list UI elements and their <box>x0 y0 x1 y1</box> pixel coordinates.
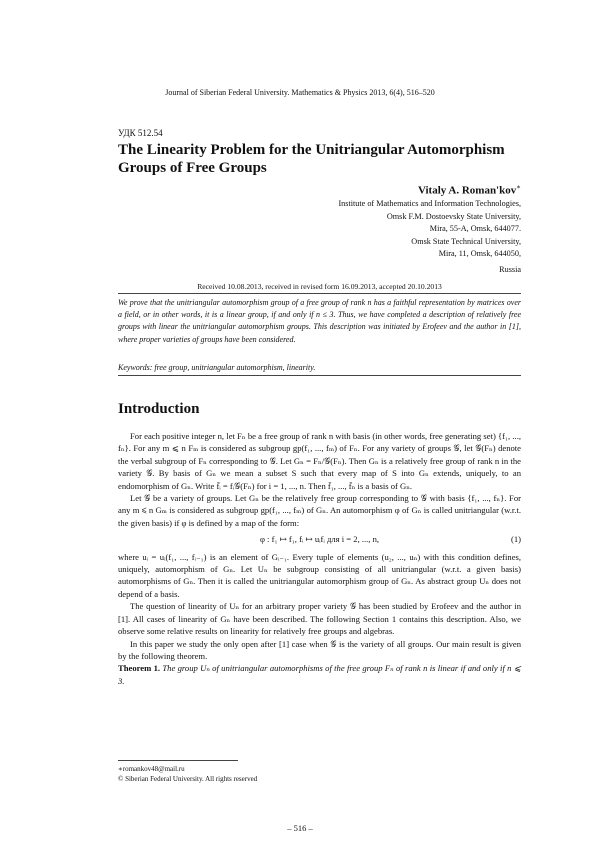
affiliation-line: Mira, 11, Omsk, 644050, <box>438 249 521 259</box>
affiliation-line: Omsk State Technical University, <box>411 236 521 246</box>
paragraph: The question of linearity of Uₙ for an arbitrary proper variety 𝒢 has been studied by Erofeev and the author in [1]. All cases of linearity of Gₙ have been described. The following Section 1 contains this description. Also, we observe some relative results on linearity for relatively free groups and algebras. <box>118 601 521 637</box>
equation-1 <box>118 533 521 545</box>
journal-header: Journal of Siberian Federal University. Mathematics & Physics 2013, 6(4), 516–520 <box>165 88 435 97</box>
paragraph: For each positive integer n, let Fₙ be a free group of rank n with basis (in other words, free generating set) {f₁, ..., fₙ}. For any m ⩽ n Fₘ is considered as subgroup gp(f₁, ..., fₘ) of Fₙ. For any variety of groups 𝒢, let 𝒢(Fₙ) denote the verbal subgroup of Fₙ corresponding to 𝒢. Let Gₙ = Fₙ/𝒢(Fₙ). Then Gₙ is a relatively free group of rank n in the variety 𝒢. By basis of Gₙ we mean a subset S such that every map of S into Gₙ extends, uniquely, to an endomorphism of Gₙ. Write f̄ᵢ = fᵢ𝒢(Fₙ) for i = 1, ..., n. Then f̄₁, ..., f̄ₙ is a basis of Gₙ. <box>118 431 521 491</box>
keywords: Keywords: free group, unitriangular automorphism, linearity. <box>118 363 316 372</box>
received-dates: Received 10.08.2013, received in revised form 16.09.2013, accepted 20.10.2013 <box>197 282 442 291</box>
introduction-body <box>118 430 521 687</box>
paragraph: In this paper we study the only open after [1] case when 𝒢 is the variety of all groups. Our main result is given by the following theorem. <box>118 638 521 661</box>
page-number: – 516 – <box>287 823 313 833</box>
theorem-text: The group Uₙ of unitriangular automorphisms of the free group Fₙ of rank n is linear if and only if n ⩽ 3. <box>118 663 521 686</box>
affiliation-line: Omsk F.M. Dostoevsky State University, <box>386 211 521 221</box>
footnotes <box>118 764 257 784</box>
affiliation-block <box>338 198 521 277</box>
theorem-1 <box>118 662 521 687</box>
footnote-email: ∗romankov48@mail.ru <box>118 765 185 773</box>
abstract-bottom-rule <box>118 375 521 376</box>
section-heading-introduction: Introduction <box>118 401 200 417</box>
affiliation-line: Mira, 55-A, Omsk, 644077. <box>429 224 521 234</box>
affiliation-line: Institute of Mathematics and Information Technologies, <box>338 199 521 208</box>
paragraph: where uᵢ = uᵢ(f₁, ..., fᵢ₋₁) is an element of Gᵢ₋₁. Every tuple of elements (u₂, ..., uₙ) with this condition defines, uniquely, automorphism of Gₙ. Let Uₙ be subgroup consisting of all unitriangular (w.r.t. a given basis) automorphisms of Gₙ. Then it is called the unitriangular automorphism group of Gₙ. As abstract group Uₙ does not depend of a basis. <box>118 551 521 599</box>
equation-number: (1) <box>510 534 521 545</box>
theorem-label: Theorem 1. <box>118 663 161 674</box>
abstract-top-rule <box>118 293 521 294</box>
footnote-copyright: © Siberian Federal University. All rights reserved <box>118 775 258 783</box>
author-footnote-mark: ∗ <box>516 183 521 191</box>
udk-code: УДК 512.54 <box>118 128 163 138</box>
paragraph: Let 𝒢 be a variety of groups. Let Gₙ be the relatively free group corresponding to 𝒢 with basis {f₁, ..., fₙ}. For any m ⩽ n Gₘ is considered as subgroup gp(f₁, ..., fₘ) of Gₙ. An automorphism φ of Gₙ is called unitriangular (w.r.t. the given basis) if φ is defined by a map of the form: <box>118 493 521 528</box>
abstract: We prove that the unitriangular automorphism group of a free group of rank n has a faithful representation by matrices over a field, or in other words, it is a linear group, if and only if n ≤ 3. Thus, we have completed a description of relatively free groups with linear the unitriangular automorphism groups. This description was initiated by Erofeev and the author in [1], where proper varieties of groups have been considered. <box>118 298 521 344</box>
author-name <box>418 183 521 197</box>
affiliation-line: Russia <box>499 264 521 274</box>
author-name-text: Vitaly A. Roman'kov <box>417 184 517 197</box>
equation-text: φ : f₁ ↦ f₁, fᵢ ↦ uᵢfᵢ для i = 2, ..., n, <box>259 534 380 545</box>
footnote-rule <box>118 760 238 761</box>
paper-title: The Linearity Problem for the Unitriangular Automorphism Groups of Free Groups <box>118 142 505 176</box>
